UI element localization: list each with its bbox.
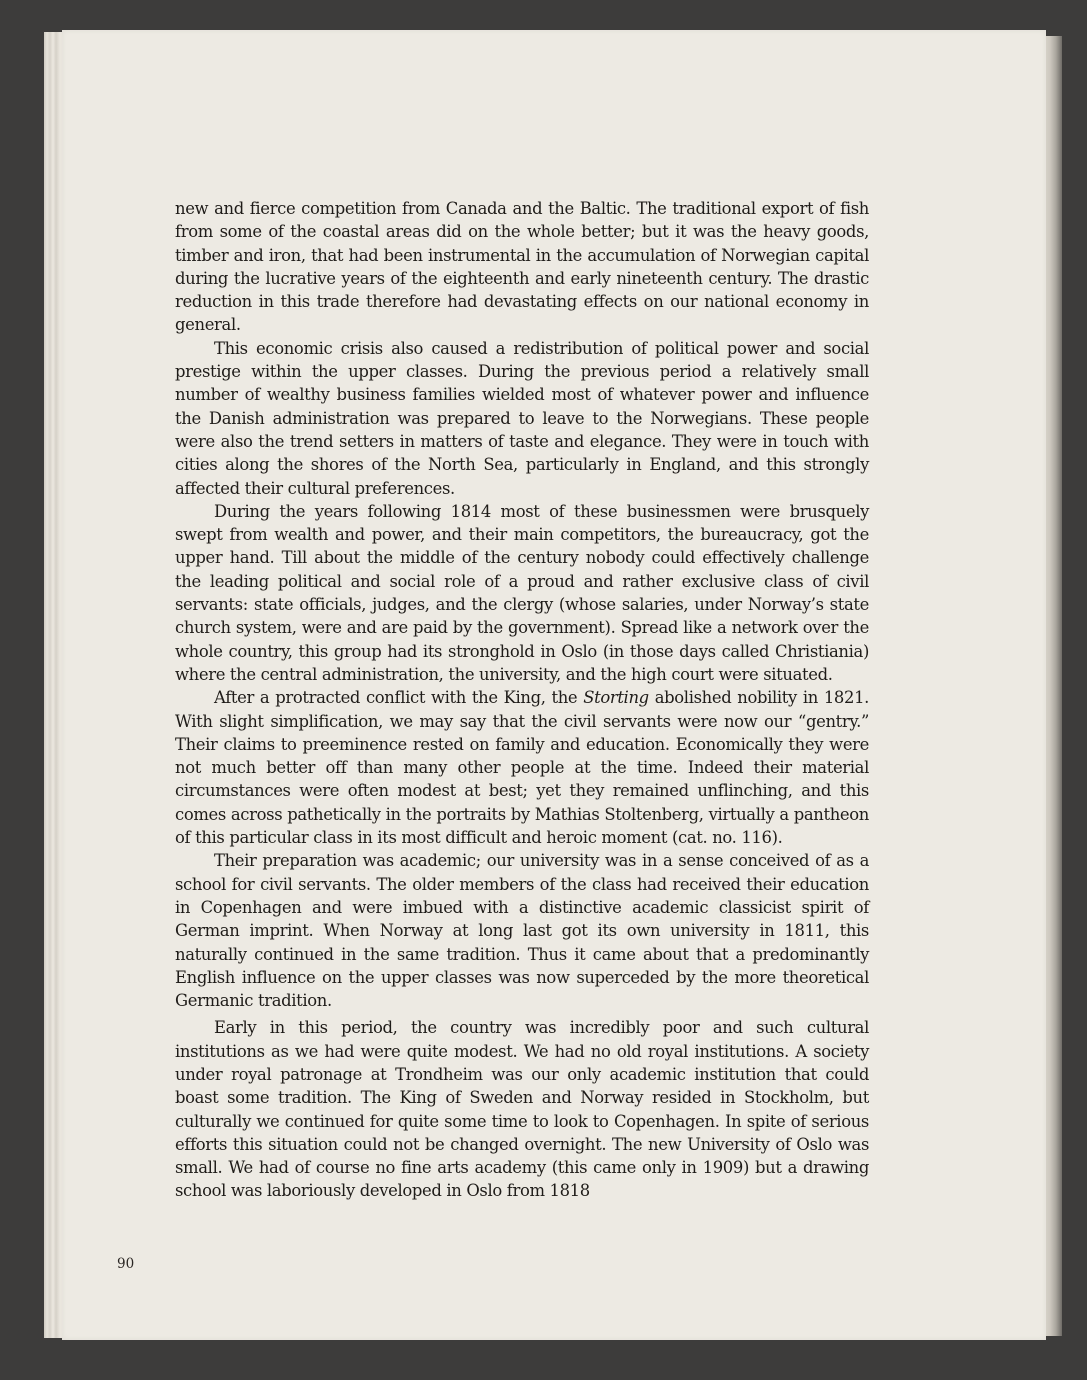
body-text [175,197,869,1203]
paragraph-text: After a protracted conflict with the King, the [214,688,584,708]
paragraph: Their preparation was academic; our university was in a sense conceived of as a school for civil servants. The older members of the class had received their education in Copenhagen and were imbued with a distinctive academic classicist spirit of German imprint. When Norway at long last got its own university in 1811, this naturally continued in the same tradition. Thus it came about that a predominantly English influence on the upper classes was now superceded by the more theoretical Germanic tradition. [175,851,869,1011]
page-gutter-shadow [1044,36,1062,1336]
paragraph: This economic crisis also caused a redistribution of political power and social prestige within the upper classes. During the previous period a relatively small number of wealthy business families wielded most of whatever power and influence the Danish administration was prepared to leave to the Norwegians. These people were also the trend setters in matters of taste and elegance. They were in touch with cities along the shores of the North Sea, particularly in England, and this strongly affected their cultural preferences. [175,338,869,498]
paragraph: Early in this period, the country was incredibly poor and such cultural institutions as we had were quite modest. We had no old royal institutions. A society under royal patronage at Trondheim was our only academic institution that could boast some tradition. The King of Sweden and Norway resided in Stockholm, but culturally we continued for quite some time to look to Copenhagen. In spite of serious efforts this situation could not be changed overnight. The new University of Oslo was small. We had of course no fine arts academy (this came only in 1909) but a drawing school was laboriously developed in Oslo from 1818 [175,1018,869,1201]
paragraph-text: abolished nobility in 1821. With slight simplification, we may say that the civil servants were now our “gentry.” Their claims to preeminence rested on family and education. Economically they were not much better off than many other people at the time. Indeed their material circumstances were often modest at best; yet they remained unflinching, and this comes across pathetically in the portraits by Mathias Stoltenberg, virtually a pantheon of this particular class in its most difficult and heroic moment (cat. no. 116). [175,688,870,848]
paragraph: During the years following 1814 most of these businessmen were brusquely swept from wealth and power, and their main competitors, the bureaucracy, got the upper hand. Till about the middle of the century nobody could effectively challenge the leading political and social role of a proud and rather exclusive class of civil servants: state officials, judges, and the clergy (whose salaries, under Norway’s state church system, were and are paid by the government). Spread like a network over the whole country, this group had its stronghold in Oslo (in those days called Christiania) where the central administration, the university, and the high court were situated. [175,501,869,684]
page-number: 90 [117,1256,135,1272]
paragraph [175,686,869,849]
italic-term: Storting [583,688,649,708]
paragraph: new and fierce competition from Canada and the Baltic. The traditional export of fish from some of the coastal areas did on the whole better; but it was the heavy goods, timber and iron, that had been instrumental in the accumulation of Norwegian capital during the lucrative years of the eighteenth and early nineteenth century. The drastic reduction in this trade therefore had devastating effects on our national economy in general. [175,199,869,335]
